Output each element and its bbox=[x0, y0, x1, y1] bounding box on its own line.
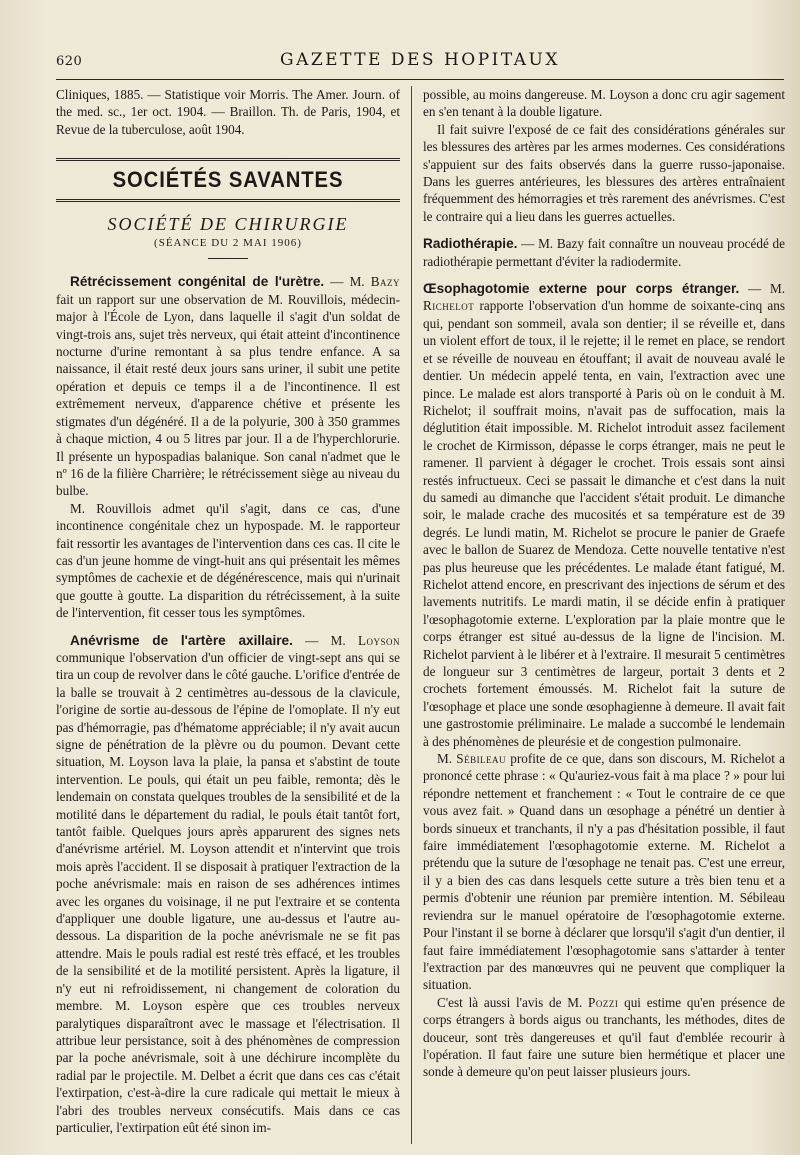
article-heading: Œsophagotomie externe pour corps étranger. bbox=[423, 281, 740, 297]
article-heading: Radiothérapie. bbox=[423, 236, 518, 252]
page-number: 620 bbox=[56, 54, 83, 69]
section-title: SOCIÉTÉS SAVANTES bbox=[112, 167, 344, 193]
short-rule bbox=[208, 258, 248, 259]
column-divider bbox=[411, 86, 412, 1144]
running-title: GAZETTE DES HOPITAUX bbox=[279, 50, 560, 70]
article-anevrisme: Anévrisme de l'artère axillaire. — M. Loyson communique l'observation d'un officier de vingt-sept ans qui se tira un coup de revolver dans le côté gauche. L'orifice d'entrée de la balle se trouvait à 2 centimètres au-dessous de la clavicule, l'origine de sortie au-dessous de l'épine de l'omoplate. Il n'y eut pas d'hémorragie, pas d'hématome appréciable; il n'y avait aucun signe de pénétration de la plèvre ou du poumon. Devant cette situation, M. Loyson lava la plaie, la pansa et s'abstint de toute intervention. Le pouls, qui était un peu faible, remonta; dès le lendemain on constata quelques troubles de la sensibilité et de la motilité dans le département du radial, le pouls était tantôt fort, tantôt faible. Quelques jours après apparurent des signes nets d'anévrisme artériel. M. Loyson attendit et n'intervint que trois mois après l'accident. Il se disposait à pratiquer l'extraction de la poche anévrismale: mais en raison de ses adhérences intimes avec les organes du voisinage, il ne put l'extraire et se contenta d'appliquer une double ligature, une au-dessus et l'autre au-dessous. La disparition de la poche anévrismale ne se fit pas attendre. Mais le pouls radial est resté très effacé, et les troubles de la sensibilité et de la motilité persistent. Après la ligature, il n'y eut ni refroidissement, ni changement de coloration du membre. M. Loyson espère que ces troubles nerveux paralytiques disparaîtront avec le massage et l'électrisation. Il attribue leur persistance, soit à des phénomènes de compression par la poche anévrismale, soit à une déchirure incomplète du radial par le projectile. M. Delbet a écrit que dans ces cas c'était l'extirpation, c'est-à-dire la cure radicale qui mettait le mieux à l'abri des troubles nerveux consécutifs. Mais dans ce cas particulier, l'extirpation eût été sinon im- bbox=[56, 632, 400, 1135]
article-paragraph: Il fait suivre l'exposé de ce fait des considérations générales sur les blessures des artères par les armes modernes. Ces considérations s'appuient sur des faits observés dans la guerre russo-japonaise. Dans les guerres antérieures, les blessures des artères entraînaient fréquemment des hémorragies et très rarement des anévrismes. C'est le contraire qui a lieu dans les guerres actuelles. bbox=[423, 121, 785, 224]
session-date: (SÉANCE DU 2 MAI 1906) bbox=[154, 237, 302, 250]
society-title: SOCIÉTÉ DE CHIRURGIE bbox=[107, 213, 349, 234]
left-column bbox=[56, 86, 400, 1136]
article-paragraph: C'est là aussi l'avis de M. Pozzi qui estime qu'en présence de corps étrangers à bords aigus ou tranchants, les méthodes, dites de douceur, sont très dangereuses et qu'il faut d'emblée recourir à l'opération. Il faut faire une suture bien hermétique et placer une sonde à demeure qu'on peut laisser plusieurs jours. bbox=[423, 994, 786, 1080]
right-column bbox=[423, 86, 785, 1081]
reference-continuation: Cliniques, 1885. — Statistique voir Morris. The Amer. Journ. of the med. sc., 1er oct. 1904. — Braillon. Th. de Paris, 1904, et Revue de la tuberculose, août 1904. bbox=[56, 87, 400, 137]
article-radiotherapie: Radiothérapie. — M. Bazy fait connaître un nouveau procédé de radiothérapie permettant d'éviter la radiodermite. bbox=[423, 236, 785, 269]
author-name: Richelot bbox=[423, 298, 475, 314]
author-name: Loyson bbox=[357, 632, 400, 648]
header-rule bbox=[56, 79, 784, 80]
page-header bbox=[56, 50, 784, 76]
article-heading: Anévrisme de l'artère axillaire. bbox=[70, 632, 293, 648]
article-uretre: Rétrécissement congénital de l'urètre. — M. Bazy fait un rapport sur une observation de M. Rouvillois, médecin-major à l'École de Lyon, dans laquelle il s'agit d'un soldat de vingt-trois ans, sujet très nerveux, qui était atteint d'incontinence nocturne d'urine remontant à sa plus tendre enfance. A sa naissance, il était resté deux jours sans uriner, il subit une petite opération et depuis ce temps il a de l'incontinence. Il est extrêmement nerveux, d'apparence chétive et présente les stigmates d'un dégénéré. Il a de la polyurie, 300 à 350 grammes à chaque miction, 4 ou 5 litres par jour. Il a de l'hyperchlorurie. Il présente un hypospadias balanique. Son canal n'admet que le nº 16 de la filière Charrière; le rétrécissement siège au niveau du bulbe. bbox=[56, 274, 400, 499]
article-oesophagotomie: Œsophagotomie externe pour corps étranger. — M. Richelot rapporte l'observation d'un homme de soixante-cinq ans qui, pendant son sommeil, avala son dentier; il se réveille et, dans un violent effort de toux, il le rejette; il le remet en place, se rendort et se réveille de nouveau en étouffant; il avait de nouveau avalé le dentier. Un médecin appelé tenta, en vain, l'extraction avec une pince. Le malade est alors transporté à Paris où on le conduit à M. Richelot; il souffrait moins, n'avait pas de suffocation, mais la déglutition était impossible. M. Richelot introduit assez facilement le crochet de Kirmisson, dépasse le corps étranger, mais ne peut le ramener. Il parvient à dégager le crochet. Trois essais sont ainsi restés infructueux. Ceci se passait le dimanche et c'est dans la nuit du samedi au dimanche que l'accident s'était produit. Le dimanche soir, le malade crache des mucosités et sa température est de 39 degrés. Le lundi matin, M. Richelot se procure le panier de Graefe avec le ballon de Suarez de Mendoza. Cette nouvelle tentative n'est pas plus heureuse que les précédentes. Le malade étant fatigué, M. Richelot attend encore, en prescrivant des injections de sérum et des lavements nutritifs. Le mardi matin, il se décide enfin à pratiquer l'œsophagotomie externe. L'exploration par la plaie montre que le corps étranger est situé au-dessus de la ligne de l'incision. M. Richelot parvient à le libérer et à l'extraire. Il mesurait 5 centimètres de longueur sur 3 centimètres de largeur, portait 3 dents et 2 crochets fortement émoussés. M. Richelot fait la suture de l'œsophage et place une sonde œsophagienne à demeure. Il avait fait une gastrostomie préliminaire. Le malade a succombé le lendemain à des phénomènes de pleurésie et de congestion pulmonaire. bbox=[423, 281, 785, 749]
article-heading: Rétrécissement congénital de l'urètre. bbox=[70, 274, 325, 290]
article-paragraph: possible, au moins dangereuse. M. Loyson a donc cru agir sagement en s'en tenant à la double ligature. bbox=[423, 87, 785, 120]
author-name: Sébileau bbox=[456, 751, 507, 767]
article-paragraph: M. Rouvillois admet qu'il s'agit, dans ce cas, d'une incontinence congénitale chez un hypospade. M. le rapporteur fait ressortir les avantages de l'intervention dans ces cas. Il cite le cas d'un jeune homme de vingt-huit ans qui présentait les mêmes symptômes de cachexie et de dégénérescence, mais qui n'urinait que goutte à goutte. La disparition du rétrécissement, à la suite de l'intervention, fit cesser tous les symptômes. bbox=[56, 500, 400, 621]
author-name: Pozzi bbox=[588, 994, 619, 1010]
article-paragraph: M. Sébileau profite de ce que, dans son discours, M. Richelot a prononcé cette phrase : « Qu'auriez-vous fait à ma place ? » pour lui répondre nettement et franchement : « Tout le contraire de ce que vous avez fait. » Quand dans un œsophage a pénétré un dentier à bords sinueux et tranchants, il n'y a pas d'hésitation possible, il faut faire immédiatement l'œsophagotomie externe. M. Richelot a prétendu que la suture de l'œsophage ne tenait pas. C'est une erreur, il y a bien des cas dans lesquels cette suture a très bien tenu et a permis d'obtenir une réunion par première intention. M. Sébileau reviendra sur le manuel opératoire de l'œsophagotomie externe. Pour l'instant il se borne à déclarer que lorsqu'il s'agit d'un dentier, il faut faire immédiatement l'œsophagotomie sans s'attarder à tenter l'extraction par des manœuvres qui ne peuvent que compliquer la situation. bbox=[423, 751, 785, 993]
section-rule-top bbox=[56, 158, 400, 161]
section-rule-bottom bbox=[56, 199, 400, 202]
author-name: Bazy bbox=[370, 274, 400, 290]
